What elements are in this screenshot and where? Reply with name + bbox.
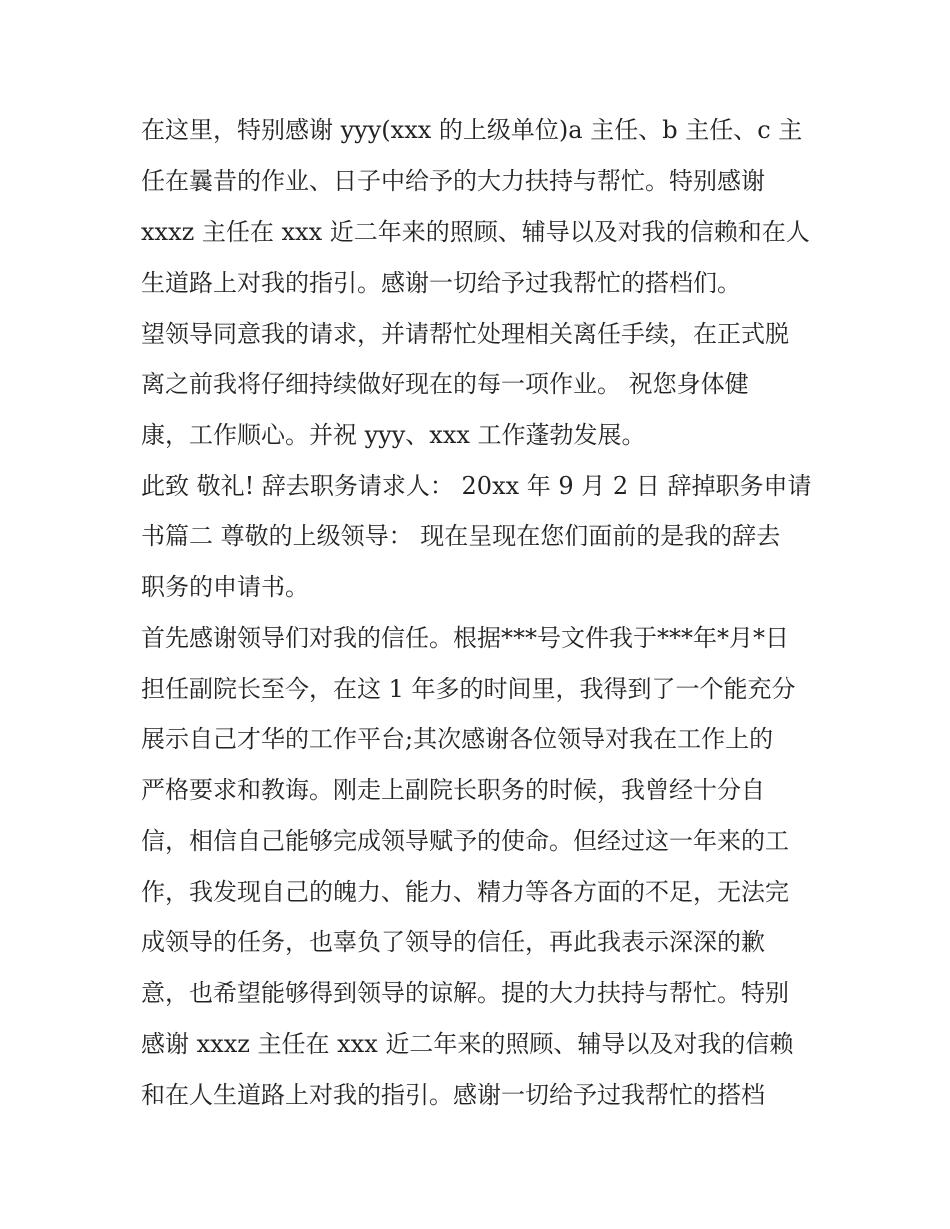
text-line: 担任副院长至今，在这 1 年多的时间里，我得到了一个能充分 <box>141 675 796 703</box>
text-line: 书篇二 尊敬的上级领导： 现在呈现在您们面前的是我的辞去 <box>141 522 781 550</box>
text-line: 展示自己才华的工作平台;其次感谢各位领导对我在工作上的 <box>141 725 774 753</box>
text-line: 感谢 xxxz 主任在 xxx 近二年来的照顾、辅导以及对我的信赖 <box>141 1030 794 1058</box>
text-line: 在这里，特别感谢 yyy(xxx 的上级单位)a 主任、b 主任、c 主 <box>141 116 803 144</box>
text-line: 作，我发现自己的魄力、能力、精力等各方面的不足，无法完 <box>141 878 789 906</box>
text-line: 任在曩昔的作业、日子中给予的大力扶持与帮忙。特别感谢 <box>141 167 765 195</box>
text-line: 离之前我将仔细持续做好现在的每一项作业。 祝您身体健 <box>141 370 749 398</box>
text-line: 和在人生道路上对我的指引。感谢一切给予过我帮忙的搭档 <box>141 1081 765 1109</box>
text-line: 康，工作顺心。并祝 yyy、xxx 工作蓬勃发展。 <box>141 421 646 449</box>
text-line: 望领导同意我的请求，并请帮忙处理相关离任手续，在正式脱 <box>141 320 789 348</box>
text-line: 首先感谢领导们对我的信任。根据***号文件我于***年*月*日 <box>141 624 789 652</box>
text-line: 成领导的任务，也辜负了领导的信任，再此我表示深深的歉 <box>141 928 765 956</box>
text-line: 信，相信自己能够完成领导赋予的使命。但经过这一年来的工 <box>141 827 789 855</box>
text-line: 生道路上对我的指引。感谢一切给予过我帮忙的搭档们。 <box>141 269 741 297</box>
text-line: xxxz 主任在 xxx 近二年来的照顾、辅导以及对我的信赖和在人 <box>141 218 810 246</box>
text-line: 意，也希望能够得到领导的谅解。提的大力扶持与帮忙。特别 <box>141 979 789 1007</box>
text-line: 职务的申请书。 <box>141 573 309 601</box>
text-line: 严格要求和教诲。刚走上副院长职务的时候，我曾经十分自 <box>141 776 765 804</box>
text-line: 此致 敬礼! 辞去职务请求人： 20xx 年 9 月 2 日 辞掉职务申请 <box>141 472 812 500</box>
